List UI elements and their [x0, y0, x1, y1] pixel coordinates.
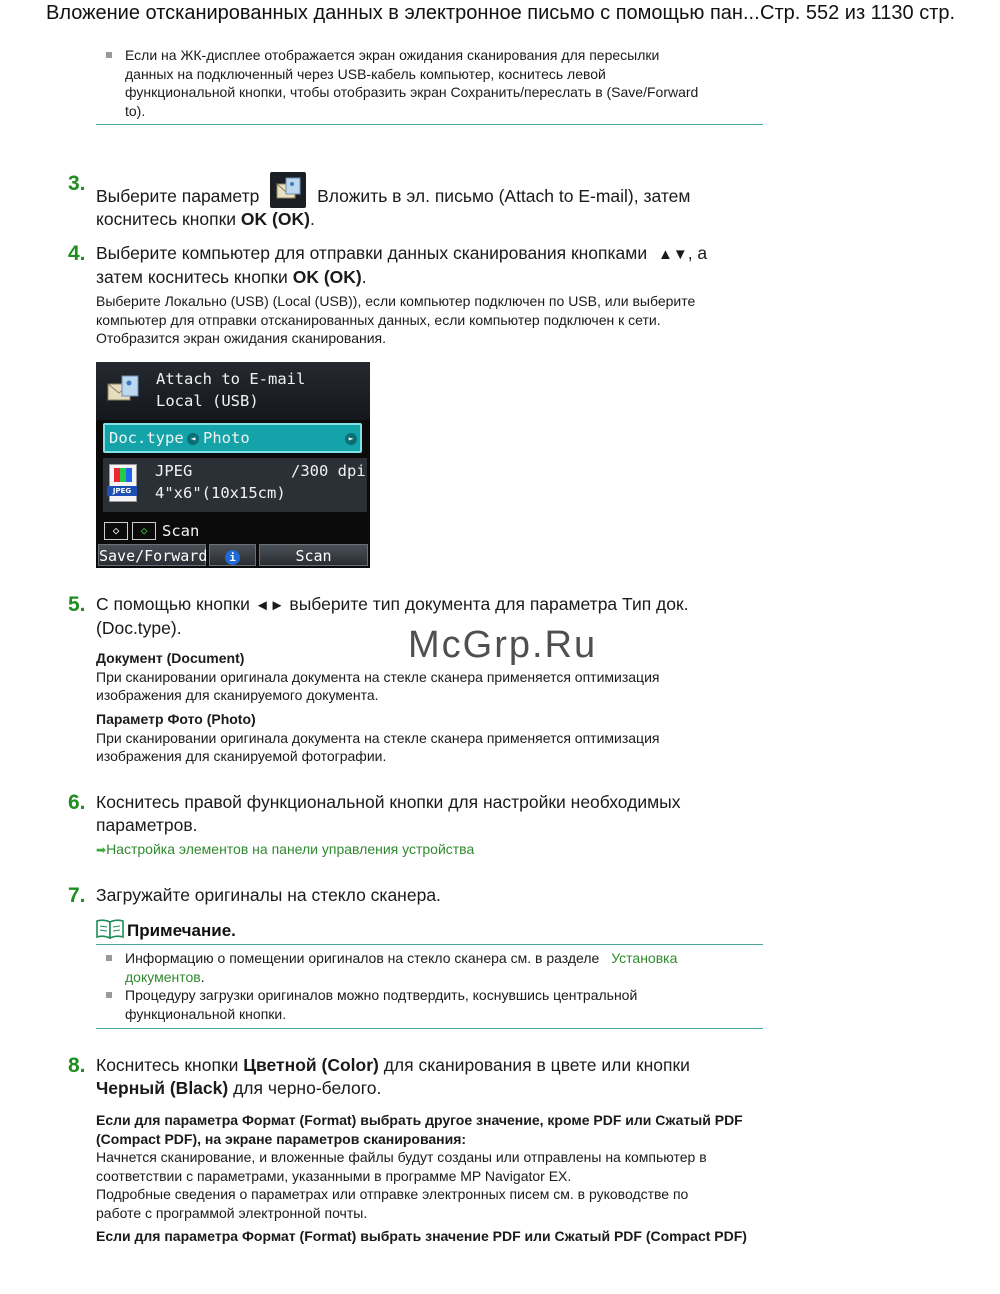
related-link-row: [96, 840, 474, 860]
para-line: соответствии с параметрами, указанными в программе MP Navigator EX.: [96, 1167, 572, 1184]
step-text-part: Загружайте оригиналы на стекло сканера.: [96, 885, 441, 905]
note-heading: [96, 919, 236, 944]
left-arrow-icon[interactable]: ◄: [187, 433, 199, 445]
step-text-part: коснитесь кнопки: [96, 209, 237, 229]
pdf-subheading: [96, 1227, 796, 1246]
info-icon: i: [225, 550, 240, 565]
up-down-arrows-icon: ▲▼: [657, 246, 688, 263]
note-line: данных на подключенный через USB-кабель компьютер, коснитесь левой: [125, 65, 606, 82]
doc-type-photo: [96, 710, 796, 766]
step-text-part: параметров.: [96, 815, 198, 835]
step-text-part: выберите тип документа для параметра Тип док.: [289, 594, 689, 614]
divider: [96, 124, 763, 125]
step-text-part: С помощью кнопки: [96, 594, 250, 614]
scan-label: Scan: [162, 522, 200, 540]
lcd-subtitle: Local (USB): [156, 392, 259, 410]
note-list: [96, 949, 776, 1023]
step-text-part: Коснитесь правой функциональной кнопки для настройки необходимых: [96, 792, 681, 812]
step-number: 8.: [68, 1054, 86, 1077]
step-4-description: [96, 292, 796, 348]
step-text-part: .: [309, 209, 315, 229]
step-text-part: Коснитесь кнопки: [96, 1055, 239, 1075]
para-line: Начнется сканирование, и вложенные файлы будут созданы или отправлены на компьютер в: [96, 1149, 707, 1165]
ok-button-label: OK (OK): [240, 209, 310, 229]
note-line: .: [200, 968, 205, 985]
para-line: компьютер для отправки отсканированных данных, если компьютер подключен к сети.: [96, 311, 661, 328]
step-4-text: [96, 242, 796, 289]
list-item: [96, 46, 776, 120]
para-line: При сканировании оригинала документа на стекле сканера применяется оптимизация: [96, 668, 660, 685]
page-counter: Стр. 552 из 1130 стр.: [760, 2, 956, 24]
top-note: [96, 46, 776, 120]
step-8-text: [96, 1054, 796, 1100]
arrow-right-icon: ➡: [96, 843, 107, 857]
step-text-part: .: [361, 267, 367, 287]
right-arrow-icon[interactable]: ►: [345, 433, 357, 445]
divider: [96, 1028, 763, 1029]
step-text-part: для черно-белого.: [233, 1078, 382, 1098]
para-line: При сканировании оригинала документа на стекле сканера применяется оптимизация: [96, 729, 660, 746]
color-button-label: Цветной (Color): [243, 1055, 379, 1075]
placing-originals-link-cont[interactable]: документов: [125, 968, 201, 985]
para-line: изображения для сканируемой фотографии.: [96, 748, 387, 764]
list-item: [96, 986, 776, 1023]
note-line: to).: [125, 102, 146, 119]
attach-email-icon: [270, 172, 306, 208]
para-line: изображения для сканируемого документа.: [96, 687, 379, 703]
step-text-part: , а: [687, 243, 708, 263]
subheading: Параметр Фото (Photo): [96, 711, 256, 727]
doc-type-row[interactable]: [103, 423, 362, 453]
step-text-part: Выберите параметр: [96, 186, 260, 206]
step-number: 5.: [68, 593, 86, 616]
lcd-title: Attach to E-mail: [156, 370, 306, 388]
note-line: функциональной кнопки, чтобы отобразить экран Сохранить/переслать в (Save/Forward: [125, 84, 699, 100]
jpeg-badge: JPEG: [107, 486, 137, 496]
note-title: Примечание.: [127, 921, 236, 940]
lcd-screenshot: [96, 362, 370, 587]
step-text-part: Выберите компьютер для отправки данных сканирования кнопками: [96, 243, 648, 263]
format-value: JPEG: [155, 462, 193, 480]
attach-email-icon: [104, 370, 144, 410]
info-button[interactable]: [209, 544, 256, 566]
step-number: 6.: [68, 791, 86, 814]
resolution-value: /300 dpi: [291, 462, 366, 480]
divider: [96, 944, 763, 945]
step-number: 7.: [68, 884, 86, 907]
scan-settings-button[interactable]: Scan settings: [259, 544, 368, 566]
para-line: работе с программой электронной почты.: [96, 1204, 368, 1221]
doc-type-value: Photo: [203, 429, 250, 447]
subheading: Если для параметра Формат (Format) выбрать другое значение, кроме PDF или Сжатый PDF: [96, 1112, 743, 1128]
note-line: Информацию о помещении оригиналов на стекло сканера см. в разделе: [125, 950, 600, 966]
scan-settings-panel: [103, 458, 367, 512]
para-line: Подробные сведения о параметрах или отправке электронных писем см. в руководстве по: [96, 1186, 689, 1202]
step-number: 3.: [68, 172, 86, 195]
black-start-icon: ◇: [104, 522, 128, 540]
subheading: Документ (Document): [96, 650, 245, 666]
document-title: Вложение отсканированных данных в электронное письмо с помощью пан...: [46, 2, 760, 24]
black-button-label: Черный (Black): [96, 1078, 229, 1098]
step-7-text: [96, 884, 441, 907]
left-right-arrows-icon: ◄►: [254, 597, 285, 614]
subheading: Если для параметра Формат (Format) выбрать значение PDF или Сжатый PDF (Compact PDF): [96, 1228, 747, 1244]
control-panel-settings-link[interactable]: Настройка элементов на панели управления устройства: [106, 841, 475, 857]
watermark: McGrp.Ru: [408, 624, 598, 666]
step-8-details: [96, 1111, 796, 1222]
para-line: Отобразится экран ожидания сканирования.: [96, 330, 387, 346]
size-value: 4"x6"(10x15cm): [155, 484, 286, 502]
note-line: функциональной кнопки.: [125, 1005, 287, 1022]
step-number: 4.: [68, 242, 86, 265]
subheading: (Compact PDF), на экране параметров сканирования:: [96, 1130, 467, 1147]
para-line: Выберите Локально (USB) (Local (USB)), если компьютер подключен по USB, или выберите: [96, 293, 696, 309]
doc-type-label: Doc.type: [109, 429, 184, 447]
save-forward-button[interactable]: Save/Forward: [98, 544, 206, 566]
note-line: Если на ЖК-дисплее отображается экран ожидания сканирования для пересылки: [125, 47, 660, 63]
list-item: [96, 949, 776, 986]
ok-button-label: OK (OK): [292, 267, 362, 287]
placing-originals-link[interactable]: Установка: [611, 950, 678, 966]
color-start-icon: ◇: [132, 522, 156, 540]
step-6-text: [96, 791, 796, 837]
step-text-part: для сканирования в цвете или кнопки: [383, 1055, 690, 1075]
step-text-part: (Doc.type).: [96, 618, 182, 638]
step-text-part: Вложить в эл. письмо (Attach to E-mail), затем: [317, 186, 691, 206]
step-3-text: [96, 172, 776, 231]
note-line: Процедуру загрузки оригиналов можно подтвердить, коснувшись центральной: [125, 987, 638, 1003]
jpeg-file-icon: [109, 464, 137, 502]
book-icon: [96, 919, 124, 944]
step-text-part: затем коснитесь кнопки: [96, 267, 288, 287]
